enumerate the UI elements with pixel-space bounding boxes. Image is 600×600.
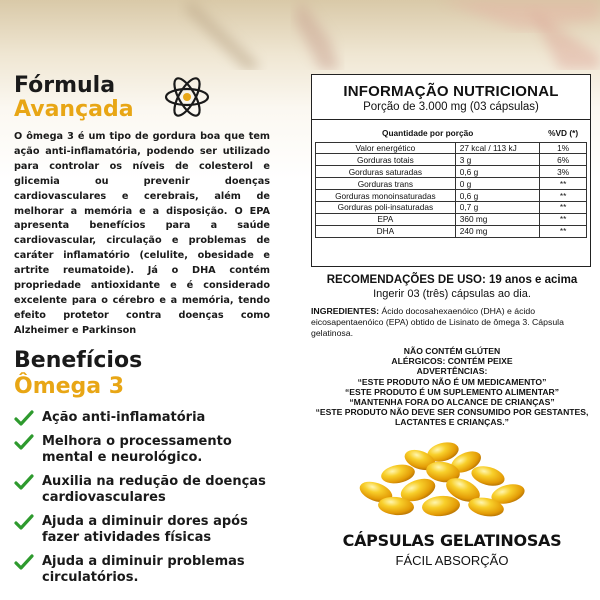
nutrient-name: DHA	[316, 225, 456, 237]
softgel-capsules-image	[348, 440, 538, 520]
warning-line: “ESTE PRODUTO NÃO DEVE SER CONSUMIDO POR GESTANTES, LACTANTES E CRIANÇAS.”	[315, 407, 589, 428]
nutrient-value: 0,6 g	[455, 166, 540, 178]
nutrient-value: 3 g	[455, 154, 540, 166]
benefit-item	[14, 410, 274, 426]
nutrition-title: INFORMAÇÃO NUTRICIONAL	[343, 83, 559, 100]
nutrient-pct: 3%	[540, 166, 587, 178]
benefit-item	[14, 514, 274, 546]
benefits-title-line1: Benefícios	[14, 348, 143, 373]
ingredients-section	[311, 306, 593, 340]
check-icon	[14, 514, 34, 532]
warning-line: NÃO CONTÉM GLÚTEN	[403, 346, 501, 356]
nutrient-value: 0,7 g	[455, 201, 540, 213]
warning-line: “MANTENHA FORA DO ALCANCE DE CRIANÇAS”	[349, 397, 555, 408]
formula-title-line1: Fórmula	[14, 73, 116, 98]
benefits-list	[14, 410, 274, 586]
nutrient-name: Gorduras saturadas	[316, 166, 456, 178]
table-row	[316, 154, 587, 166]
atom-icon	[164, 74, 210, 120]
nutrient-pct: 6%	[540, 154, 587, 166]
nutrition-table	[311, 74, 591, 267]
table-row	[316, 142, 587, 154]
benefit-text: Ação anti-inflamatória	[42, 410, 206, 425]
warning-line: ADVERTÊNCIAS:	[416, 366, 488, 377]
ingredients-text: Ácido docosahexaenóico (DHA) e ácido eicosapentaenóico (EPA) obtido de Lisinato de ômega 3. Cápsula gelatinosa.	[311, 306, 564, 339]
warnings-section	[311, 346, 593, 428]
recommendations-dosage: Ingerir 03 (três) cápsulas ao dia.	[373, 288, 531, 300]
header-pct: %VD (*)	[548, 128, 579, 139]
capsules-subtitle: FÁCIL ABSORÇÃO	[395, 553, 509, 568]
table-row	[316, 213, 587, 225]
benefit-item	[14, 434, 274, 466]
benefit-text: Auxilia na redução de doenças cardiovasculares	[42, 474, 266, 505]
check-icon	[14, 410, 34, 428]
nutrient-pct: **	[540, 178, 587, 190]
nutrient-name: Gorduras monoinsaturadas	[316, 190, 456, 202]
nutrition-portion: Porção de 3.000 mg (03 cápsulas)	[363, 101, 539, 113]
formula-title-line2: Avançada	[14, 97, 134, 122]
benefits-section	[14, 348, 274, 594]
benefit-item	[14, 474, 274, 506]
warning-line: “ESTE PRODUTO É UM SUPLEMENTO ALIMENTAR”	[344, 386, 560, 397]
benefit-text: Melhora o processamento mental e neurológico.	[42, 434, 232, 465]
header-quantity: Quantidade por porção	[381, 128, 474, 139]
formula-description: O ômega 3 é um tipo de gordura boa que tem ação anti-inflamatória, podendo ser utilizado para controlar os níveis de colesterol e glicemia ou prevenir doenças cardiovasculares e cerebrais, além de melhorar a memória e a disposição. O EPA apresenta benefícios para a saúde cardiovascular, circulação e problemas de caráter inflamatório (celulite, obesidade e artrite reumatoide). Já o DHA contém propriedade antioxidante e é considerado excelente para o cérebro e a memória, tendo efeito protetor contra doenças como Alzheimer e Parkinson	[14, 131, 270, 336]
nutrient-pct: **	[540, 225, 587, 237]
nutrient-value: 0,6 g	[455, 190, 540, 202]
nutrient-value: 360 mg	[455, 213, 540, 225]
nutrient-value: 27 kcal / 113 kJ	[455, 142, 540, 154]
warning-line: “ESTE PRODUTO NÃO É UM MEDICAMENTO”	[357, 376, 547, 387]
check-icon	[14, 434, 34, 452]
table-header	[316, 125, 587, 142]
nutrient-value: 0 g	[455, 178, 540, 190]
ingredients-label: INGREDIENTES:	[311, 306, 380, 316]
benefit-text: Ajuda a diminuir dores após fazer atividades físicas	[42, 514, 248, 545]
nutrient-pct: **	[540, 213, 587, 225]
recommendations-title: RECOMENDAÇÕES DE USO: 19 anos e acima	[326, 274, 578, 286]
benefits-title-line2: Ômega 3	[14, 374, 125, 399]
check-icon	[14, 554, 34, 572]
formula-section	[14, 74, 270, 339]
benefit-text: Ajuda a diminuir problemas circulatórios.	[42, 554, 245, 585]
nutrient-value: 240 mg	[455, 225, 540, 237]
nutrient-name: Gorduras totais	[316, 154, 456, 166]
warning-line: ALÉRGICOS: CONTÉM PEIXE	[391, 356, 513, 367]
recommendations-section	[311, 274, 593, 300]
benefit-item	[14, 554, 274, 586]
nutrient-name: EPA	[316, 213, 456, 225]
nutrient-name: Valor energético	[316, 142, 456, 154]
nutrition-grid	[315, 125, 587, 238]
nutrient-name: Gorduras poli-insaturadas	[316, 201, 456, 213]
table-row	[316, 178, 587, 190]
check-icon	[14, 474, 34, 492]
divider	[312, 119, 590, 120]
formula-heading	[14, 74, 270, 124]
nutrient-pct: **	[540, 201, 587, 213]
background-photo	[0, 0, 600, 70]
table-row	[316, 166, 587, 178]
nutrient-pct: **	[540, 190, 587, 202]
table-row	[316, 225, 587, 237]
nutrient-name: Gorduras trans	[316, 178, 456, 190]
table-row	[316, 201, 587, 213]
table-row	[316, 190, 587, 202]
nutrient-pct: 1%	[540, 142, 587, 154]
capsules-title: CÁPSULAS GELATINOSAS	[342, 531, 562, 550]
